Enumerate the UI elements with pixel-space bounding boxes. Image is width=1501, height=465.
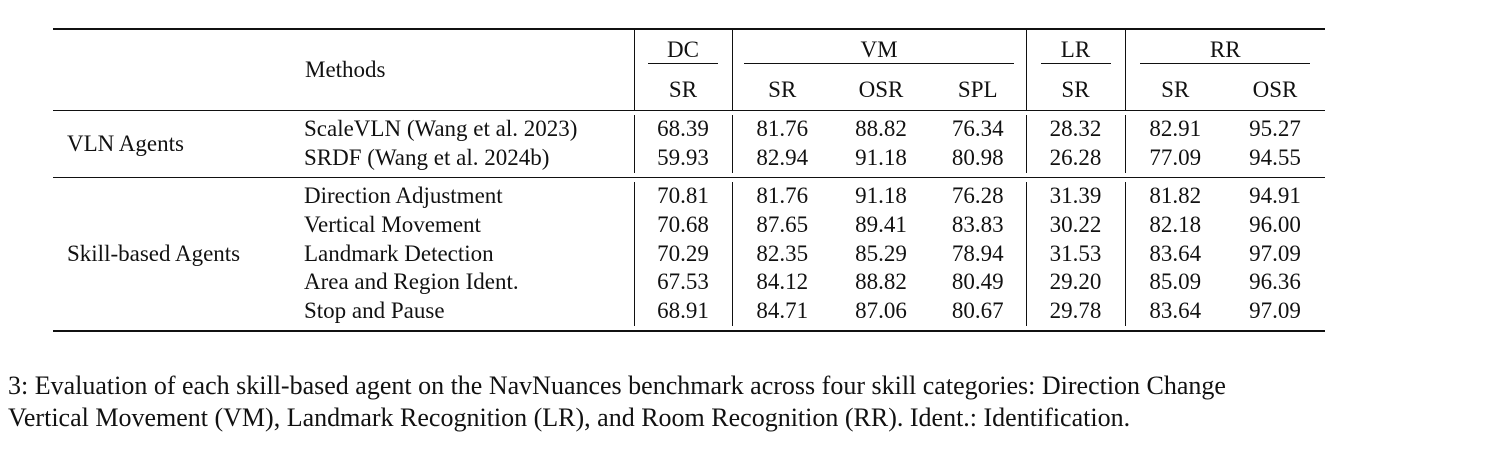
table-cell: 70.81 xyxy=(634,182,732,211)
table-cell: 68.91 xyxy=(634,297,732,326)
metric-header: SR xyxy=(634,70,732,111)
table-cell: 96.36 xyxy=(1249,269,1301,295)
table-cell: 31.39 xyxy=(1026,182,1125,211)
method-name: Landmark Detection xyxy=(304,240,494,266)
table-cell: 83.83 xyxy=(951,211,1004,237)
table-cell: 84.12 xyxy=(732,268,832,297)
metric-header: SR xyxy=(1026,70,1125,111)
table-cell: 67.53 xyxy=(634,268,732,297)
table-cell: 97.09 xyxy=(1249,298,1301,324)
table-cell: 82.94 xyxy=(732,144,832,173)
table-cell: 96.00 xyxy=(1249,211,1301,237)
table-cell: 81.76 xyxy=(732,115,832,144)
method-name: SRDF (Wang et al. 2024b) xyxy=(304,145,550,171)
metric-header: SR xyxy=(1125,70,1225,111)
table-cell: 76.34 xyxy=(951,116,1004,142)
table-cell: 89.41 xyxy=(855,211,907,237)
group-header-vm: VM xyxy=(744,37,1014,64)
table-cell: 31.53 xyxy=(1026,239,1125,268)
table-cell: 84.71 xyxy=(732,297,832,326)
table-cell: 82.35 xyxy=(732,239,832,268)
table-cell: 95.27 xyxy=(1249,116,1301,142)
table-cell: 30.22 xyxy=(1026,210,1125,239)
table-cell: 81.76 xyxy=(732,182,832,211)
table-cell: 88.82 xyxy=(855,116,907,142)
table-cell: 80.49 xyxy=(951,269,1004,295)
table-cell: 91.18 xyxy=(855,182,907,208)
table-cell: 70.68 xyxy=(634,210,732,239)
group-header-rr: RR xyxy=(1140,37,1310,64)
table-cell: 82.91 xyxy=(1125,115,1225,144)
section-label: Skill-based Agents xyxy=(67,240,241,266)
table-cell: 91.18 xyxy=(855,145,907,171)
method-name: Direction Adjustment xyxy=(304,182,503,208)
group-header-lr: LR xyxy=(1041,37,1111,64)
table-cell: 85.09 xyxy=(1125,268,1225,297)
table-cell: 83.64 xyxy=(1125,297,1225,326)
group-header-dc: DC xyxy=(648,37,718,64)
table-caption xyxy=(8,370,1498,434)
method-name: Area and Region Ident. xyxy=(304,269,519,295)
table-cell: 28.32 xyxy=(1026,115,1125,144)
table-cell: 88.82 xyxy=(855,269,907,295)
table-row xyxy=(53,115,1325,144)
table-cell: 70.29 xyxy=(634,239,732,268)
table-cell: 83.64 xyxy=(1125,239,1225,268)
method-name: ScaleVLN (Wang et al. 2023) xyxy=(304,116,578,142)
table-cell: 78.94 xyxy=(951,240,1004,266)
method-name: Stop and Pause xyxy=(304,298,445,324)
table-cell: 82.18 xyxy=(1125,210,1225,239)
metric-header: OSR xyxy=(1252,77,1298,102)
table-cell: 68.39 xyxy=(634,115,732,144)
table-cell: 81.82 xyxy=(1125,182,1225,211)
metric-header: OSR xyxy=(858,77,904,102)
caption-line-2: Vertical Movement (VM), Landmark Recognition (LR), and Room Recognition (RR). Ident.: Identification. xyxy=(8,403,1131,432)
table-cell: 97.09 xyxy=(1249,240,1301,266)
table-cell: 94.91 xyxy=(1249,182,1301,208)
table-row xyxy=(53,182,1325,211)
table-cell: 85.29 xyxy=(855,240,907,266)
method-name: Vertical Movement xyxy=(304,211,481,237)
table-cell: 29.78 xyxy=(1026,297,1125,326)
metric-header: SPL xyxy=(957,77,998,102)
table-cell: 80.98 xyxy=(951,145,1004,171)
table-cell: 29.20 xyxy=(1026,268,1125,297)
table-cell: 26.28 xyxy=(1026,144,1125,173)
table-cell: 94.55 xyxy=(1249,145,1301,171)
header-row-groups xyxy=(53,30,1325,70)
table-cell: 59.93 xyxy=(634,144,732,173)
table-cell: 87.06 xyxy=(855,298,907,324)
table-cell: 76.28 xyxy=(951,182,1004,208)
section-label: VLN Agents xyxy=(67,130,184,156)
table-cell: 87.65 xyxy=(732,210,832,239)
table-cell: 80.67 xyxy=(951,298,1004,324)
caption-line-1: 3: Evaluation of each skill-based agent on the NavNuances benchmark across four skill categories: Direction Change xyxy=(8,371,1226,400)
table-cell: 77.09 xyxy=(1125,144,1225,173)
methods-header: Methods xyxy=(305,57,386,82)
results-table xyxy=(53,28,1325,332)
metric-header: SR xyxy=(732,70,832,111)
